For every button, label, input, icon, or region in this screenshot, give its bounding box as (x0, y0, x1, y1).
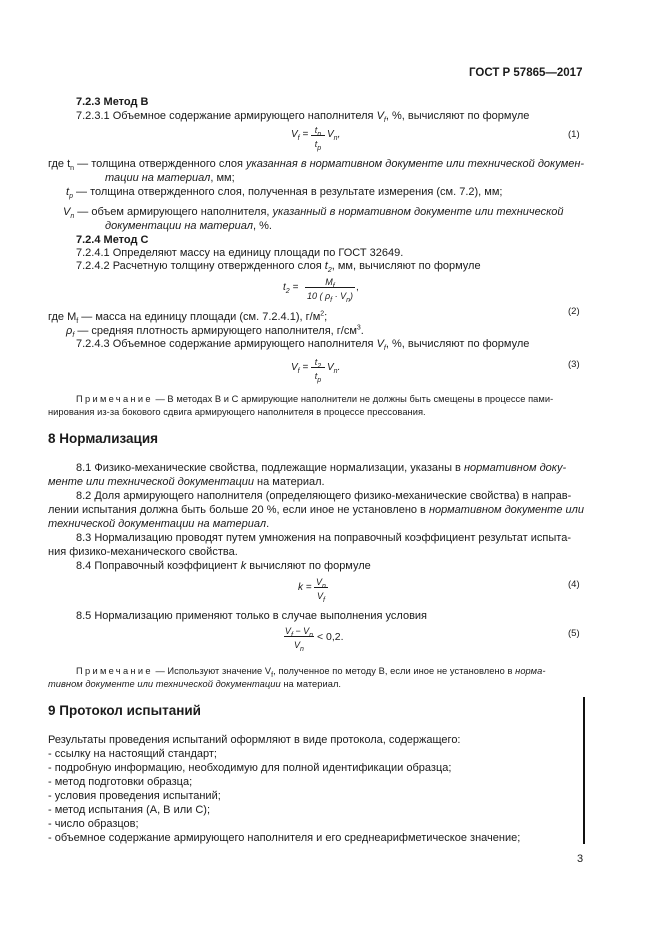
definition-vn-cont: документации на материал, %. (105, 220, 272, 232)
formula-number: (3) (568, 359, 580, 370)
change-bar (583, 697, 585, 844)
list-item: - метод испытания (А, В или С); (48, 804, 211, 816)
paragraph-7-2-4-3: 7.2.4.3 Объемное содержание армирующего наполнителя $V_f$, %, вычисляют по формуле (76, 338, 530, 353)
list-item: - условия проведения испытаний; (48, 790, 221, 802)
list-item: - объемное содержание армирующего наполнителя и его среднеарифметическое значение; (48, 832, 521, 844)
section-7-2-4-heading: 7.2.4 Метод С (76, 234, 149, 246)
list-item: - число образцов; (48, 818, 139, 830)
formula-number: (1) (568, 129, 580, 140)
note-vf-value: Примечание — Используют значение $V_f$, полученное по методу В, если иное не установлено в норма- (76, 666, 546, 679)
note-methods-b-c: Примечание — В методах В и С армирующие наполнители не должны быть смещены в процессе пами- (76, 394, 554, 404)
document-page: ГОСТ Р 57865—2017 7.2.3 Метод В 7.2.3.1 Объемное содержание армирующего наполнителя $V_f$, %, вычисляют по формуле $V_f$ = $t_n$ $t_p$ $V_n$, (1) где $t_n$ — толщина отвержденного слоя указанная в нормативном документе или технической докумен- тации на материал, мм; $t_p$ — толщина отвержденного слоя, полученная в результате измерения (см. 7.2), мм; $V_n$ — объем армирующего наполнителя, указанный в нормативном документе или технической документации на материал, %. 7.2.4 Метод С 7.2.4.1 Определяют массу на единицу площади по ГОСТ 32649. 7.2.4.2 Расчетную толщину отвержденного слоя $t_2$, мм, вычисляют по формуле $t_2$ = $M_f$ 10 ( $\rho_f \cdot V_n$) , (2) где $M_f$ — масса на единицу площади (см. 7.2.4.1), $г/м^2$; $\rho_f$ — средняя плотность армирующего наполнителя, $г/см^3$. 7.2.4.3 Объемное содержание армирующего наполнителя $V_f$, %, вычисляют по формуле $V_f$ = $t_2$ $t_p$ $V_n$. (3) Примечание — В методах В и С армирующие наполнители не должны быть смещены в процессе пами- нирования из-за бокового сдвига армирующего наполнителя в процессе прессования. 8 Нормализация 8.1 Физико-механические свойства, подлежащие нормализации, указаны в нормативном доку- менте или технической документации на материал. 8.2 Доля армирующего наполнителя (определяющего физико-механические свойства) в направ- лении испытания должна быть больше 20 %, если иное не установлено в нормативном документе или технической документации на материал. 8.3 Нормализацию проводят путем умножения на поправочный коэффициент результат испыта- ния физико-механического свойства. 8.4 Поправочный коэффициент k вычисляют по формуле k = $V_n$ $V_f$ (4) 8.5 Нормализацию применяют только в случае выполнения условия $V_f - V_n$ $V_n$ < 0,2. (5) Примечание — Используют значение $V_f$, полученное по методу В, если иное не установлено в норма- тивном документе или технической документации на материал. 9 Протокол испытаний Результаты проведения испытаний оформляют в виде протокола, содержащего: - ссылку на настоящий стандарт; - подробную информацию, необходимую для полной идентификации образца; - метод подготовки образца; - условия проведения испытаний; - метод испытания (А, В или С); - число образцов; - объемное содержание армирующего наполнителя и его среднеарифметическое значение; 3 (48, 67, 585, 865)
paragraph-7-2-3-1: 7.2.3.1 Объемное содержание армирующего наполнителя $V_f$, %, вычисляют по формуле (76, 110, 530, 125)
formula-number: (5) (568, 628, 580, 639)
definition-tp: $t_p$ — толщина отвержденного слоя, полученная в результате измерения (см. 7.2), мм; (66, 186, 503, 201)
definition-tn-cont: тации на материал, мм; (105, 172, 235, 184)
section-8-title: 8 Нормализация (48, 431, 159, 446)
paragraph-8-1-cont: менте или технической документации на материал. (48, 476, 325, 488)
paragraph-8-2: 8.2 Доля армирующего наполнителя (определяющего физико-механические свойства) в направ- (76, 490, 572, 502)
paragraph-8-3-cont: ния физико-механического свойства. (48, 546, 238, 558)
definition-rho: $\rho_f$ — средняя плотность армирующего наполнителя, $г/см^3$. (66, 324, 364, 340)
paragraph-8-2-cont2: технической документации на материал. (48, 518, 270, 530)
definition-vn: $V_n$ — объем армирующего наполнителя, указанный в нормативном документе или технической (63, 206, 564, 221)
paragraph-8-1: 8.1 Физико-механические свойства, подлежащие нормализации, указаны в нормативном доку- (76, 462, 567, 474)
section-7-2-3-heading: 7.2.3 Метод В (76, 96, 149, 108)
paragraph-8-4: 8.4 Поправочный коэффициент k вычисляют по формуле (76, 560, 371, 572)
formula-number: (2) (568, 306, 580, 317)
paragraph-8-2-cont: лении испытания должна быть больше 20 %, если иное не установлено в нормативном документе или (48, 504, 584, 516)
protocol-intro: Результаты проведения испытаний оформляют в виде протокола, содержащего: (48, 734, 461, 746)
definition-mf: где $M_f$ — масса на единицу площади (см. 7.2.4.1), $г/м^2$; (48, 310, 328, 326)
definition-tn: где $t_n$ — толщина отвержденного слоя указанная в нормативном документе или технической докумен- (48, 158, 585, 173)
standard-designation: ГОСТ Р 57865—2017 (469, 67, 583, 79)
section-9-title: 9 Протокол испытаний (48, 703, 201, 718)
paragraph-8-5: 8.5 Нормализацию применяют только в случае выполнения условия (76, 610, 428, 622)
list-item: - метод подготовки образца; (48, 776, 193, 788)
page-number: 3 (577, 853, 584, 865)
formula-number: (4) (568, 579, 580, 590)
paragraph-7-2-4-1: 7.2.4.1 Определяют массу на единицу площади по ГОСТ 32649. (76, 247, 404, 259)
list-item: - подробную информацию, необходимую для полной идентификации образца; (48, 762, 452, 774)
paragraph-8-3: 8.3 Нормализацию проводят путем умножения на поправочный коэффициент результат испыта- (76, 532, 571, 544)
list-item: - ссылку на настоящий стандарт; (48, 748, 217, 760)
note-methods-b-c-cont: нирования из-за бокового сдвига армирующего наполнителя в процессе прессования. (48, 407, 426, 417)
paragraph-7-2-4-2: 7.2.4.2 Расчетную толщину отвержденного слоя $t_2$, мм, вычисляют по формуле (76, 260, 481, 275)
note-vf-value-cont: тивном документе или технической документации на материал. (48, 679, 342, 689)
